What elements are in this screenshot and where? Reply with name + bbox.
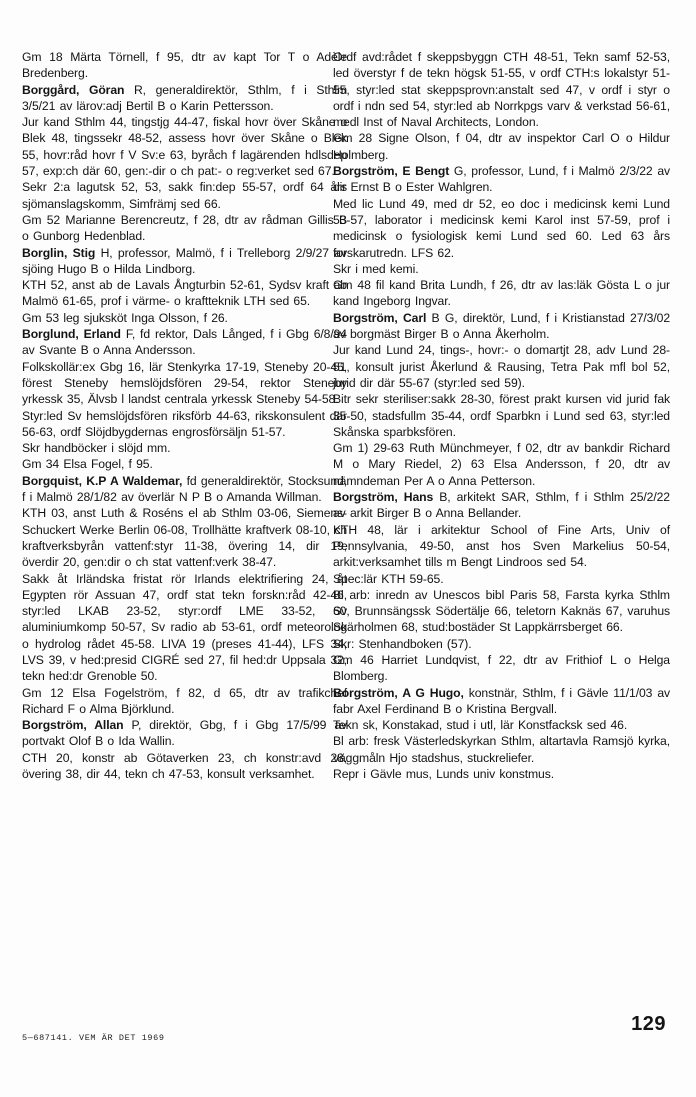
left-column bbox=[22, 49, 347, 782]
entry-text: Gm 18 Märta Törnell, f 95, dtr av kapt Tor T o Adèle Bredenberg. bbox=[22, 50, 347, 81]
left-column-entry bbox=[22, 114, 347, 179]
person-name: Borggård, Göran bbox=[22, 82, 125, 97]
entry-text: B, arkitekt SAR, Sthlm, f i Sthlm 25/2/22 av arkit Birger B o Anna Bellander. bbox=[333, 490, 670, 521]
entry-text: Gm 52 Marianne Berencreutz, f 28, dtr av rådman Gillis B o Gunborg Hedenblad. bbox=[22, 212, 347, 244]
person-name: Borgström, E Bengt bbox=[333, 164, 450, 179]
right-column-entry bbox=[333, 685, 670, 718]
entry-text: Gm 46 Harriet Lundqvist, f 22, dtr av Frithiof L o Helga Blomberg. bbox=[333, 652, 670, 684]
person-name: Borgström, Carl bbox=[333, 310, 427, 325]
left-column-entry bbox=[22, 505, 347, 570]
entry-text: Jur kand Sthlm 44, tingstjg 44-47, fiskal hovr över Skåne o Blek 48, tingssekr 48-52, assess hovr över Skåne o Blek 55, hovr:råd hovr f V Sv:e 63, byråch f lagärenden hdlsdep 57, exp:ch där 60, gen:-dir o ch pat:- o reg:verket sed 67. bbox=[22, 115, 347, 179]
left-column-entry bbox=[22, 326, 347, 359]
left-column-entry bbox=[22, 245, 347, 278]
left-column-entry bbox=[22, 473, 347, 506]
entry-text: Gm 48 fil kand Brita Lundh, f 26, dtr av las:läk Gösta L o jur kand Ingeborg Ingvar. bbox=[333, 278, 670, 309]
left-column-entry bbox=[22, 685, 347, 718]
left-column-entry bbox=[22, 277, 347, 310]
entry-text: Styr:led Sv hemslöjdsfören riksförb 44-63, rikskonsulent där 56-63, ordf Slöjdbygdernas engrosförsäljn 51-57. bbox=[22, 408, 347, 439]
left-column-entry bbox=[22, 82, 347, 115]
right-column-entry bbox=[333, 489, 670, 522]
page-number: 129 bbox=[631, 1013, 666, 1035]
right-column-entry bbox=[333, 733, 670, 766]
right-column-entry bbox=[333, 310, 670, 343]
entry-text: Folkskollär:ex Gbg 16, lär Stenkyrka 17-19, Steneby 20-45, förest Steneby hemslöjdsfören 29-54, rektor Steneby yrkessk 35, Älvsb l landst centrala yrkessk Steneby 54-58. bbox=[22, 359, 347, 407]
entry-text: Gm 1) 29-63 Ruth Münchmeyer, f 02, dtr av bankdir Richard M o Mary Riedel, 2) 63 Elsa Andersson, f 20, dtr av nämndeman Per A o Anna Petterson. bbox=[333, 441, 670, 488]
person-name: Borglund, Erland bbox=[22, 327, 121, 342]
entry-text: G, professor, Lund, f i Malmö 2/3/22 av dir Ernst B o Ester Wahlgren. bbox=[333, 164, 670, 195]
entry-text: Gm 53 leg sjuksköt Inga Olsson, f 26. bbox=[22, 310, 228, 325]
left-column-entry bbox=[22, 359, 347, 408]
entry-text: Ordf avd:rådet f skeppsbyggn CTH 48-51, Tekn samf 52-53, led överstyr f de tekn högsk 51-55, v ordf CTH:s lokalstyr 51-55, styr:led stat skeppsprovn:anstalt sed 47, v ordf i styr o ordf i ndn sed 54, styr:led ab Norrkpgs varv & verkstad 56-61, medl Inst of Naval Architects, London. bbox=[333, 50, 670, 130]
entry-text: Jur kand Lund 24, tings-, hovr:- o domartjt 28, adv Lund 28-51, konsult jurist Åkerlund & Rausing, Tetra Pak mfl bol 52, jurid dir där 55-67 (styr:led sed 59). bbox=[333, 343, 670, 390]
entry-text: P, direktör, Gbg, f i Gbg 17/5/99 av portvakt Olof B o Ida Wallin. bbox=[22, 718, 347, 749]
right-column-entry bbox=[333, 636, 670, 652]
person-name: Borgström, Allan bbox=[22, 718, 124, 733]
left-column-entry bbox=[22, 717, 347, 750]
right-column-entry bbox=[333, 342, 670, 391]
entry-text: fd generaldirektör, Stocksund, f i Malmö 28/1/82 av överlär N P B o Amanda Willman. bbox=[22, 473, 347, 505]
entry-text: Med lic Lund 49, med dr 52, eo doc i medicinsk kemi Lund 53-57, laborator i medicinsk kemi Karol inst 57-59, prof i medicinsk o fysiologisk kemi Lund sed 60. Led 63 års forskarutredn. LFS 62. bbox=[333, 196, 670, 260]
left-column-entry bbox=[22, 408, 347, 441]
right-column-entry bbox=[333, 717, 670, 733]
right-column-entry bbox=[333, 766, 670, 782]
right-column-entry bbox=[333, 571, 670, 587]
right-column-entry bbox=[333, 163, 670, 196]
entry-text: H, professor, Malmö, f i Trelleborg 2/9/27 av sjöing Hugo B o Hilda Lindborg. bbox=[22, 245, 347, 276]
left-column-entry bbox=[22, 49, 347, 82]
entry-text: KTH 48, lär i arkitektur School of Fine Arts, Univ of Pennsylvania, 49-50, anst hos Sven Markelius 50-54, arkit:verksamhet tills m Bengt Lindroos sed 54. bbox=[333, 522, 670, 570]
entry-text: CTH 20, konstr ab Götaverken 23, ch konstr:avd 28, övering 38, dir 44, tekn ch 47-53, konsult verksamhet. bbox=[22, 750, 347, 782]
person-name: Borgström, Hans bbox=[333, 490, 434, 505]
right-column-entry bbox=[333, 391, 670, 440]
right-column-entry bbox=[333, 522, 670, 571]
right-column-entry bbox=[333, 587, 670, 636]
person-name: Borgquist, K.P A Waldemar, bbox=[22, 473, 183, 488]
entry-text: R, generaldirektör, Sthlm, f i Sthlm 3/5/21 av lärov:adj Bertil B o Karin Pettersson. bbox=[22, 82, 347, 113]
entry-text: Sekr 2:a lagutsk 52, 53, sakk fin:dep 55-57, ordf 64 års sjömanslagskomm, Simfrämj sed 66. bbox=[22, 180, 347, 211]
left-column-entry bbox=[22, 440, 347, 456]
entry-text: Gm 12 Elsa Fogelström, f 82, d 65, dtr av trafikchef Richard F o Alma Björklund. bbox=[22, 685, 347, 716]
right-column-entry bbox=[333, 130, 670, 163]
entry-text: Bitr sekr steriliser:sakk 28-30, förest prakt kursen vid jurid fak 35-50, stadsfullm 35-44, ordf Sparbkn i Lund sed 63, styr:led Skånska sparbksfören. bbox=[333, 392, 670, 439]
right-column-entry bbox=[333, 261, 670, 277]
right-column-entry bbox=[333, 277, 670, 310]
entry-text: Skr handböcker i slöjd mm. bbox=[22, 441, 171, 456]
entry-text: Gm 34 Elsa Fogel, f 95. bbox=[22, 457, 153, 472]
right-column-entry bbox=[333, 440, 670, 489]
entry-text: Skr: Stenhandboken (57). bbox=[333, 636, 472, 651]
entry-text: Gm 28 Signe Olson, f 04, dtr av inspektor Carl O o Hildur Holmberg. bbox=[333, 131, 670, 162]
left-column-entry bbox=[22, 179, 347, 212]
entry-text: Spec:lär KTH 59-65. bbox=[333, 571, 444, 586]
right-column-entry bbox=[333, 49, 670, 130]
entry-text: KTH 03, anst Luth & Roséns el ab Sthlm 03-06, Siemens-Schuckert Werke Berlin 06-08, Trollhätte kraftverk 08-10, ch kraftverksbyrån vattenf:styr 11-38, övering 14, dir 19, överdir 20, gen:dir o ch stat vattenf:verk 38-47. bbox=[22, 506, 347, 570]
left-column-entry bbox=[22, 456, 347, 472]
entry-text: Bl arb: inredn av Unescos bibl Paris 58, Farsta kyrka Sthlm 60, Brunnsängssk Södertälje 66, teletorn Kaknäs 67, varuhus Skärholmen 68, stud:bostäder St Lappkärrsberget 66. bbox=[333, 587, 670, 635]
right-column-entry bbox=[333, 652, 670, 685]
entry-text: KTH 52, anst ab de Lavals Ångturbin 52-61, Sydsv kraft ab Malmö 61-65, prof i värme- o kraftteknik LTH sed 65. bbox=[22, 278, 347, 309]
person-name: Borgström, A G Hugo, bbox=[333, 685, 464, 700]
person-name: Borglin, Stig bbox=[22, 245, 96, 260]
entry-text: konstnär, Sthlm, f i Gävle 11/1/03 av fabr Axel Ferdinand B o Kristina Bergvall. bbox=[333, 685, 670, 716]
right-column bbox=[333, 49, 670, 782]
left-column-entry bbox=[22, 212, 347, 245]
entry-text: Bl arb: fresk Västerledskyrkan Sthlm, altartavla Ramsjö kyrka, väggmåln Hjo stadshus, stuckreliefer. bbox=[333, 734, 670, 765]
entry-text: F, fd rektor, Dals Långed, f i Gbg 6/8/94 av Svante B o Anna Andersson. bbox=[22, 327, 347, 358]
entry-text: Tekn sk, Konstakad, stud i utl, lär Konstfacksk sed 46. bbox=[333, 718, 628, 733]
footer-print-code: 5—687141. VEM ÄR DET 1969 bbox=[22, 1033, 165, 1043]
entry-text: B G, direktör, Lund, f i Kristianstad 27/3/02 av borgmäst Birger B o Anna Åkerholm. bbox=[333, 310, 671, 342]
entry-text: Skr i med kemi. bbox=[333, 261, 419, 276]
entry-text: Repr i Gävle mus, Lunds univ konstmus. bbox=[333, 767, 554, 782]
left-column-entry bbox=[22, 310, 347, 326]
left-column-entry bbox=[22, 750, 347, 783]
right-column-entry bbox=[333, 196, 670, 261]
entry-text: Sakk åt Irländska fristat rör Irlands elektrifiering 24, åt Egypten rör Assuan 47, ordf stat tekn forskn:råd 42-46, styr:led LKAB 23-52, styr:ordf LME 33-52, Sv aluminiumkomp 50-57, Sv radio ab 53-61, ordf meteorolog o hydrolog rådet 45-58. LIVA 19 (preses 41-44), LFS 34, LVS 39, v hed:presid CIGRÉ sed 27, fil hed:dr Uppsala 32, tekn hed:dr Grenoble 50. bbox=[22, 571, 347, 684]
left-column-entry bbox=[22, 571, 347, 685]
